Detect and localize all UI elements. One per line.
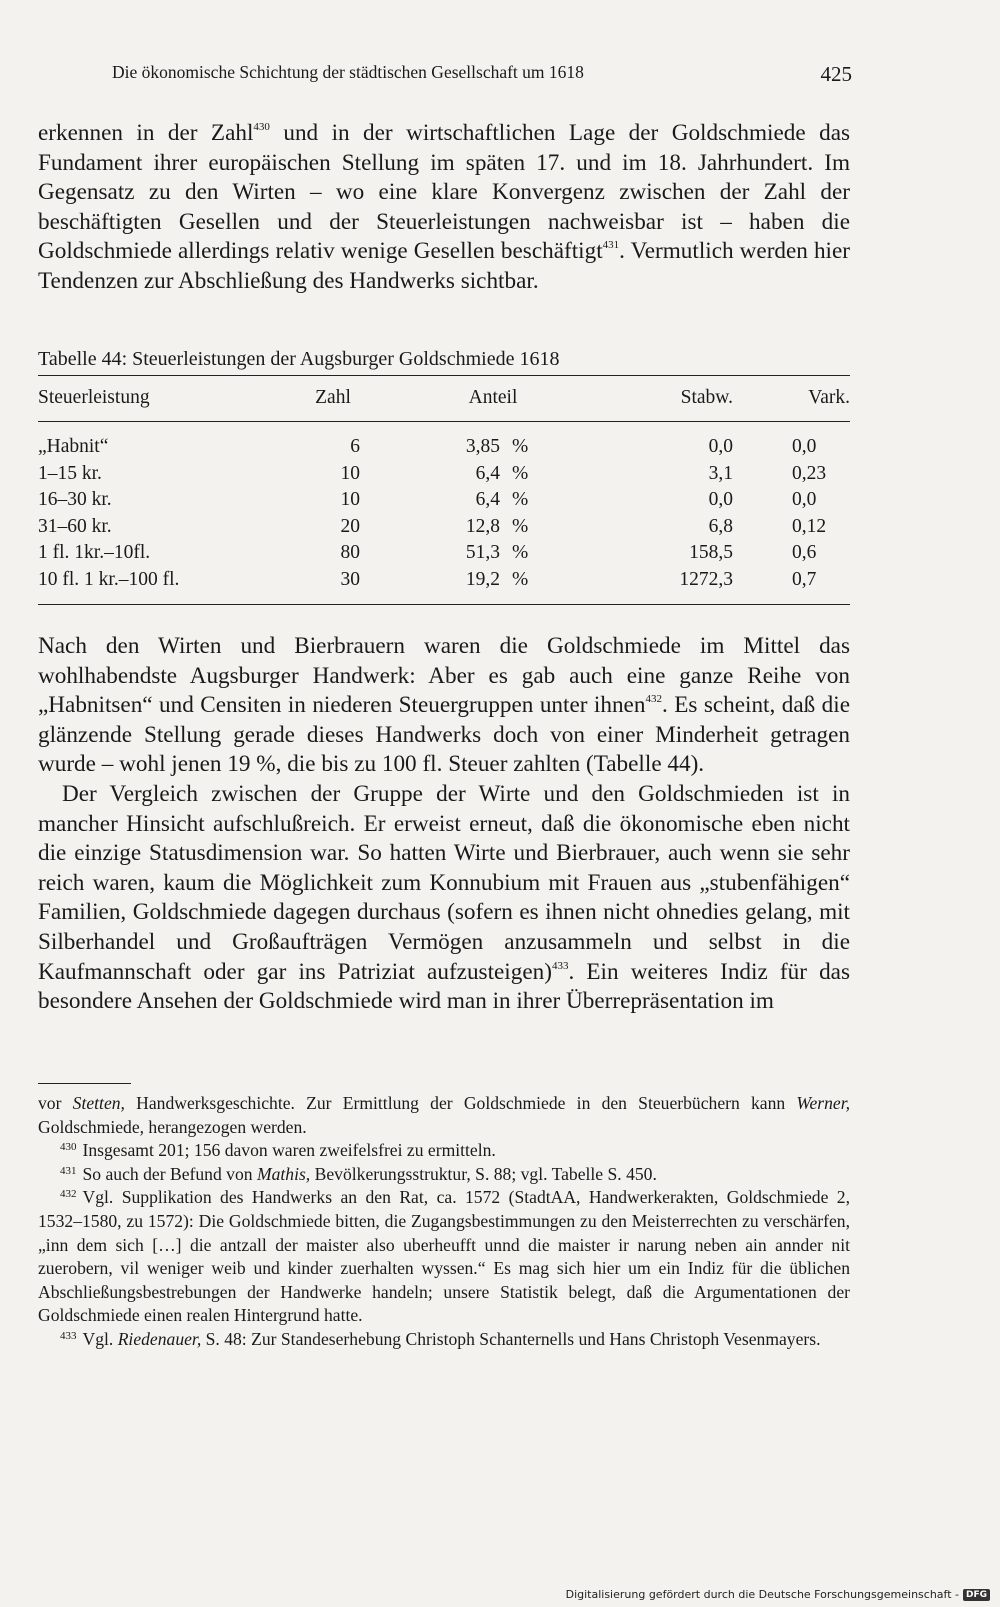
cell-steuerleistung: „Habnit“: [38, 436, 109, 457]
footnote-ref-433[interactable]: 433: [551, 959, 569, 972]
header-anteil: Anteil: [468, 387, 518, 408]
table-row: [38, 542, 850, 569]
cell-zahl: 80: [340, 542, 360, 563]
table-row: [38, 569, 850, 596]
cell-steuerleistung: 31–60 kr.: [38, 515, 112, 537]
table-row: [38, 489, 850, 516]
dfg-logo: DFG: [963, 1589, 990, 1601]
paragraph-2: Nach den Wirten und Bierbrauern waren die Goldschmiede im Mittel das wohlhabendste Augsburger Handwerk: Aber es gab auch eine ganze Reihe von „Habnitsen“ und Censiten in niederen Steuergruppen unter ihnen$^{432}$. Es scheint, daß die glänzende Stellung gerade dieses Handwerks doch von einer Minderheit getragen wurde – wohl jenen 19 %, die bis zu 100 fl. Steuer zahlten (Tabelle 44). Der Vergleich zwischen der Gruppe der Wirte und den Goldschmieden ist in mancher Hinsicht aufschlußreich. Er erweist erneut, daß die ökonomische eben nicht die einzige Statusdimension war. So hatten Wirte und Bierbrauer, auch wenn sie sehr reich waren, kaum die Möglichkeit zum Konnubium mit Frauen aus „stubenfähigen“ Familien, Goldschmiede dagegen durchaus (sofern es ihnen nicht ohnedies gelang, mit Silberhandel und Großaufträgen Vermögen anzusammeln und selbst in die Kaufmannschaft oder gar ins Patriziat aufzusteigen)$^{433}$. Ein weiteres Indiz für das besondere Ansehen der Goldschmiede wird man in ihrer Überrepräsentation im: [38, 632, 850, 1017]
footnote-continued: vor Stetten, Handwerksgeschichte. Zur Ermittlung der Goldschmiede in den Steuerbüchern kann Werner, Goldschmiede, herangezogen werden.: [38, 1093, 851, 1137]
cell-vark: 0,12: [792, 515, 827, 537]
cell-vark: 0,0: [792, 436, 817, 457]
footnote-431: $^{431}$ So auch der Befund von Mathis, Bevölkerungsstruktur, S. 88; vgl. Tabelle S. 450.: [60, 1163, 657, 1184]
header-vark: Vark.: [808, 387, 850, 408]
footnote-ref-430[interactable]: 430: [253, 121, 270, 133]
cell-steuerleistung: 16–30 kr.: [38, 489, 112, 510]
cell-zahl: 6: [350, 436, 360, 457]
table-header: [38, 387, 850, 414]
cell-vark: 0,7: [792, 568, 817, 590]
paragraph-3: Der Vergleich zwischen der Gruppe der Wirte und den Goldschmieden ist in mancher Hinsicht aufschlußreich. Er erweist erneut, daß die ökonomische eben nicht die einzige Statusdimension war. So hatten Wirte und Bierbrauer, auch wenn sie sehr reich waren, kaum die Möglichkeit zum Konnubium mit Frauen aus „stubenfähigen“ Familien, Goldschmiede dagegen durchaus (sofern es ihnen nicht ohnedies gelang, mit Silberhandel und Großaufträgen Vermögen anzusammeln und selbst in die Kaufmannschaft oder gar ins Patriziat aufzusteigen)$^{433}$. Ein weiteres Indiz für das besondere Ansehen der Goldschmiede wird man in ihrer Überrepräsentation im: [38, 780, 850, 1015]
cell-anteil: 12,8 %: [465, 515, 529, 537]
running-head: [112, 62, 852, 87]
cell-zahl: 10: [340, 462, 360, 484]
footnote-430: $^{430}$ Insgesamt 201; 156 davon waren zweifelsfrei zu ermitteln.: [60, 1140, 496, 1161]
table-row: [38, 516, 850, 543]
cell-steuerleistung: 1 fl. 1kr.–10fl.: [38, 542, 151, 563]
table-body: [38, 436, 850, 595]
cell-steuerleistung: 1–15 kr.: [38, 462, 102, 484]
footnote-433: $^{433}$ Vgl. Riedenauer, S. 48: Zur Standeserhebung Christoph Schanternells und Hans Christoph Vesenmayers.: [60, 1328, 821, 1349]
cell-zahl: 30: [340, 568, 360, 590]
cell-stabw: 6,8: [708, 515, 733, 537]
digitization-credit: [566, 1588, 990, 1601]
cell-vark: 0,6: [792, 542, 817, 563]
cell-anteil: 6,4 %: [475, 489, 529, 510]
cell-anteil: 6,4 %: [475, 462, 529, 484]
footnote-432: $^{432}$ Vgl. Supplikation des Handwerks an den Rat, ca. 1572 (StadtAA, Handwerkerakten, Goldschmiede 2, 1532–1580, zu 1572): Die Goldschmiede bitten, die Zugangsbestimmungen zu den Meisterrechten zu verschärfen, „inn dem sich […] die antzall der maister also uberheufft unnd die maister ir narung neben ain annder nit zuerobern, vil weniger weib und kinder zuerhalten wyssen.“ Es mag sich hier um ein Indiz für die üblichen Abschließungsbestrebungen der Handwerke handeln; unsere Statistik belegt, daß die Argumentationen der Goldschmiede einen realen Hintergrund hatte.: [38, 1187, 850, 1326]
cell-anteil: 19,2 %: [465, 568, 529, 590]
cell-zahl: 10: [340, 489, 360, 510]
cell-stabw: 0,0: [708, 436, 733, 457]
cell-stabw: 3,1: [708, 462, 733, 484]
credit-text: Digitalisierung gefördert durch die Deutsche Forschungsgemeinschaft -: [565, 1588, 959, 1601]
cell-stabw: 158,5: [689, 542, 733, 563]
cell-stabw: 1272,3: [679, 568, 733, 590]
header-stabw: Stabw.: [680, 387, 733, 408]
page-number: 425: [820, 62, 852, 86]
footnote-rule: [38, 1083, 131, 1084]
cell-anteil: 51,3 %: [465, 542, 529, 563]
table-row: [38, 463, 850, 490]
cell-stabw: 0,0: [708, 489, 733, 510]
table-row: [38, 436, 850, 463]
table-bottom-rule: [38, 604, 850, 605]
cell-anteil: 3,85 %: [465, 436, 529, 457]
running-title: Die ökonomische Schichtung der städtischen Gesellschaft um 1618: [112, 62, 584, 82]
table-header-rule: [38, 421, 850, 422]
paragraph-1: erkennen in der Zahl$^{430}$ und in der wirtschaftlichen Lage der Goldschmiede das Fundament ihrer europäischen Stellung im späten 17. und im 18. Jahrhundert. Im Gegensatz zu den Wirten – wo eine klare Konvergenz zwischen der Zahl der beschäftigten Gesellen und der Steuerleistungen nachweisbar ist – haben die Goldschmiede allerdings relativ wenige Gesellen beschäftigt$^{431}$. Vermutlich werden hier Tendenzen zur Abschließung des Handwerks sichtbar.: [38, 120, 851, 294]
cell-vark: 0,0: [792, 489, 817, 510]
footnote-ref-431[interactable]: 431: [602, 239, 620, 252]
table-caption: Tabelle 44: Steuerleistungen der Augsburger Goldschmiede 1618: [38, 348, 560, 370]
header-steuerleistung: Steuerleistung: [38, 387, 150, 408]
cell-vark: 0,23: [792, 462, 827, 484]
cell-steuerleistung: 10 fl. 1 kr.–100 fl.: [38, 568, 180, 590]
footnotes: [38, 1092, 850, 1352]
cell-zahl: 20: [340, 515, 360, 537]
header-zahl: Zahl: [315, 387, 351, 408]
footnote-ref-432[interactable]: 432: [645, 693, 662, 706]
table-top-rule: [38, 375, 850, 376]
